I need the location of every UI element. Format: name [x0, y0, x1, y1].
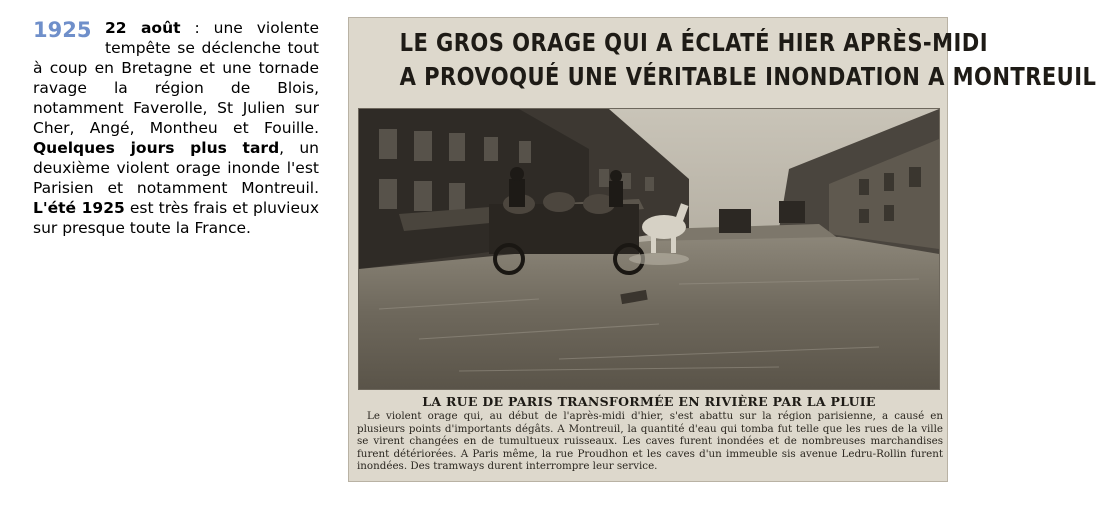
entry-text-3: est très frais et pluvieux sur presque toute la France. — [33, 199, 320, 237]
entry-bold-2: Quelques jours plus tard — [33, 139, 280, 157]
flooded-street-photo — [358, 108, 940, 390]
entry-text-1: : une violente tempête se déclenche tout à coup en Bretagne et une tornade ravage la région de Blois, notamment Faverolle, St Julien sur Cher, Angé, Montheu et Fouille. — [33, 19, 319, 137]
headline-line-2: A PROVOQUÉ UNE VÉRITABLE INONDATION A MONTREUIL — [399, 62, 1096, 91]
caption-title: LA RUE DE PARIS TRANSFORMÉE EN RIVIÈRE PAR LA PLUIE — [422, 394, 876, 409]
headline-line-1: LE GROS ORAGE QUI A ÉCLATÉ HIER APRÈS-MIDI — [399, 28, 988, 57]
caption-body: Le violent orage qui, au début de l'après-midi d'hier, s'est abattu sur la région parisienne, a causé en plusieurs points d'importants dégâts. A Montreuil, la quantité d'eau qui tomba fut telle que les rues de la ville se virent changées en de tumultueux ruisseaux. Les caves furent inondées et de nombreuses marchandises furent détériorées. A Paris même, la rue Proudhon et les caves d'un immeuble sis avenue Ledru-Rollin furent inondées. Des tramways durent interrompre leur service. — [357, 410, 943, 473]
timeline-entry — [33, 18, 319, 238]
entry-text-2: , un deuxième violent orage inonde l'est Parisien et notamment Montreuil. — [33, 139, 319, 197]
newspaper-clipping — [348, 17, 1096, 482]
date-label: 22 août — [105, 19, 181, 37]
year-label: 1925 — [33, 18, 92, 42]
clipping-headline — [359, 26, 1096, 94]
entry-bold-3: L'été 1925 — [33, 199, 125, 217]
